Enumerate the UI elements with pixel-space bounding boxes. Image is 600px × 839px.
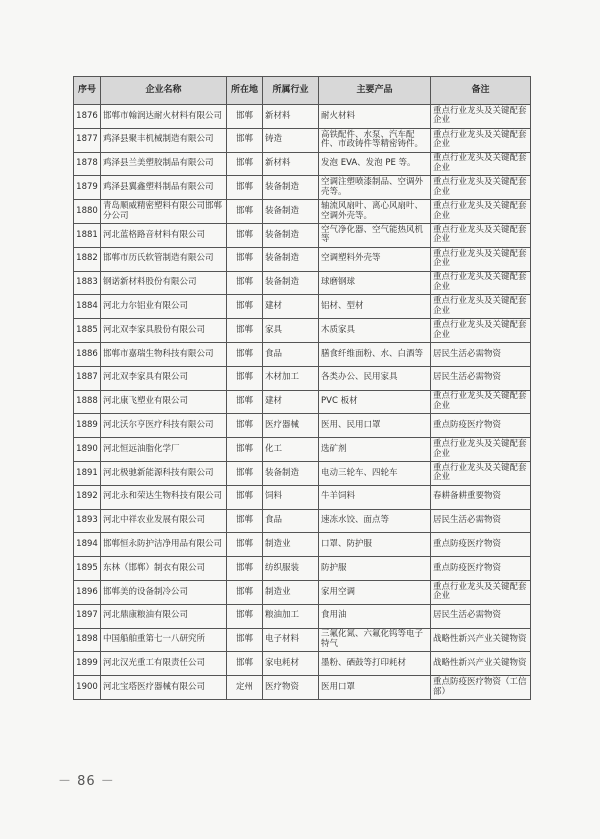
main-products-cell: 空气净化器、空气能热风机等	[319, 223, 431, 247]
company-name-cell: 河北蓝格路音材料有限公司	[101, 223, 227, 247]
table-row	[74, 533, 531, 557]
remark-cell: 重点行业龙头及关键配套企业	[431, 128, 531, 152]
remark-cell: 重点行业龙头及关键配套企业	[431, 152, 531, 176]
company-name-cell: 河北力尔铝业有限公司	[101, 295, 227, 319]
industry-cell: 建材	[263, 390, 319, 414]
industry-cell: 食品	[263, 509, 319, 533]
remark-cell: 重点行业龙头及关键配套企业	[431, 461, 531, 485]
remark-cell: 重点防疫医疗物资	[431, 414, 531, 438]
location-cell: 邯郸	[227, 485, 263, 509]
location-cell: 邯郸	[227, 604, 263, 628]
row-number-cell: 1897	[74, 604, 101, 628]
row-number-cell: 1881	[74, 223, 101, 247]
remark-cell: 重点行业龙头及关键配套企业	[431, 223, 531, 247]
table-row	[74, 414, 531, 438]
main-products-cell: 选矿剂	[319, 438, 431, 462]
remark-cell: 居民生活必需物资	[431, 342, 531, 366]
header-location: 所在地	[227, 77, 263, 105]
page-number: － 86 －	[58, 774, 115, 789]
table-row	[74, 342, 531, 366]
remark-cell: 春耕备耕重要物资	[431, 485, 531, 509]
table-row	[74, 295, 531, 319]
row-number-cell: 1898	[74, 628, 101, 652]
header-industry: 所属行业	[263, 77, 319, 105]
industry-cell: 医疗器械	[263, 414, 319, 438]
remark-cell: 重点行业龙头及关键配套企业	[431, 176, 531, 200]
industry-cell: 电子材料	[263, 628, 319, 652]
main-products-cell: 空调注塑喷漆制品、空调外壳等。	[319, 176, 431, 200]
enterprise-table	[73, 76, 531, 700]
industry-cell: 食品	[263, 342, 319, 366]
location-cell: 邯郸	[227, 580, 263, 604]
industry-cell: 装备制造	[263, 247, 319, 271]
table-row	[74, 223, 531, 247]
main-products-cell: 轴流风扇叶、离心风扇叶、空调外壳等。	[319, 200, 431, 224]
company-name-cell: 钢诺新材料股份有限公司	[101, 271, 227, 295]
industry-cell: 装备制造	[263, 200, 319, 224]
location-cell: 邯郸	[227, 223, 263, 247]
row-number-cell: 1895	[74, 557, 101, 581]
row-number-cell: 1880	[74, 200, 101, 224]
industry-cell: 木材加工	[263, 366, 319, 390]
company-name-cell: 鸡泽县翼鑫塑料制品有限公司	[101, 176, 227, 200]
location-cell: 邯郸	[227, 509, 263, 533]
company-name-cell: 东林（邯郸）制衣有限公司	[101, 557, 227, 581]
location-cell: 邯郸	[227, 271, 263, 295]
table-row	[74, 152, 531, 176]
remark-cell: 重点防疫医疗物资	[431, 557, 531, 581]
industry-cell: 纺织服装	[263, 557, 319, 581]
industry-cell: 化工	[263, 438, 319, 462]
location-cell: 邯郸	[227, 557, 263, 581]
table-row	[74, 438, 531, 462]
row-number-cell: 1878	[74, 152, 101, 176]
table-row	[74, 128, 531, 152]
table-row	[74, 485, 531, 509]
row-number-cell: 1900	[74, 676, 101, 700]
main-products-cell: 耐火材料	[319, 105, 431, 129]
header-no: 序号	[74, 77, 101, 105]
main-products-cell: 各类办公、民用家具	[319, 366, 431, 390]
main-products-cell: 发泡 EVA、发泡 PE 等。	[319, 152, 431, 176]
main-products-cell: 电动三轮车、四轮车	[319, 461, 431, 485]
row-number-cell: 1876	[74, 105, 101, 129]
header-name: 企业名称	[101, 77, 227, 105]
main-products-cell: 三氟化氮、六氟化钨等电子特气	[319, 628, 431, 652]
industry-cell: 医疗物资	[263, 676, 319, 700]
remark-cell: 重点行业龙头及关键配套企业	[431, 105, 531, 129]
industry-cell: 建材	[263, 295, 319, 319]
row-number-cell: 1885	[74, 319, 101, 343]
row-number-cell: 1891	[74, 461, 101, 485]
industry-cell: 装备制造	[263, 461, 319, 485]
location-cell: 邯郸	[227, 461, 263, 485]
location-cell: 邯郸	[227, 628, 263, 652]
industry-cell: 铸造	[263, 128, 319, 152]
table-row	[74, 176, 531, 200]
row-number-cell: 1890	[74, 438, 101, 462]
main-products-cell: 球磨钢球	[319, 271, 431, 295]
company-name-cell: 邯郸市历氏软管制造有限公司	[101, 247, 227, 271]
row-number-cell: 1889	[74, 414, 101, 438]
company-name-cell: 中国船舶重第七一八研究所	[101, 628, 227, 652]
main-products-cell: 速冻水饺、面点等	[319, 509, 431, 533]
industry-cell: 家具	[263, 319, 319, 343]
table-row	[74, 461, 531, 485]
table-row	[74, 247, 531, 271]
location-cell: 邯郸	[227, 414, 263, 438]
location-cell: 邯郸	[227, 390, 263, 414]
company-name-cell: 河北鼎康粮油有限公司	[101, 604, 227, 628]
company-name-cell: 邯郸市嘉瑞生物科技有限公司	[101, 342, 227, 366]
header-products: 主要产品	[319, 77, 431, 105]
location-cell: 邯郸	[227, 342, 263, 366]
table-row	[74, 652, 531, 676]
row-number-cell: 1886	[74, 342, 101, 366]
row-number-cell: 1877	[74, 128, 101, 152]
main-products-cell: 牛羊饲料	[319, 485, 431, 509]
row-number-cell: 1896	[74, 580, 101, 604]
main-products-cell: 口罩、防护服	[319, 533, 431, 557]
main-products-cell: 铝材、型材	[319, 295, 431, 319]
company-name-cell: 河北康飞塑业有限公司	[101, 390, 227, 414]
company-name-cell: 河北双李家具股份有限公司	[101, 319, 227, 343]
company-name-cell: 邯郸市翰润达耐火材料有限公司	[101, 105, 227, 129]
main-products-cell: 膳食纤维面粉、水、白酒等	[319, 342, 431, 366]
location-cell: 邯郸	[227, 105, 263, 129]
industry-cell: 装备制造	[263, 271, 319, 295]
table-row	[74, 390, 531, 414]
company-name-cell: 河北汉光重工有限责任公司	[101, 652, 227, 676]
main-products-cell: 空调塑料外壳等	[319, 247, 431, 271]
company-name-cell: 鸡泽县兰美塑胶制品有限公司	[101, 152, 227, 176]
table-row	[74, 319, 531, 343]
table-row	[74, 557, 531, 581]
main-products-cell: 高铁配件、水泵、汽车配件、市政铸件等精密铸件。	[319, 128, 431, 152]
industry-cell: 饲料	[263, 485, 319, 509]
main-products-cell: 食用油	[319, 604, 431, 628]
location-cell: 定州	[227, 676, 263, 700]
row-number-cell: 1893	[74, 509, 101, 533]
location-cell: 邯郸	[227, 152, 263, 176]
remark-cell: 重点行业龙头及关键配套企业	[431, 319, 531, 343]
main-products-cell: 医用口罩	[319, 676, 431, 700]
main-products-cell: 家用空调	[319, 580, 431, 604]
table-header-row	[74, 77, 531, 105]
location-cell: 邯郸	[227, 652, 263, 676]
remark-cell: 重点行业龙头及关键配套企业	[431, 295, 531, 319]
company-name-cell: 河北沃尔亨医疗科技有限公司	[101, 414, 227, 438]
row-number-cell: 1879	[74, 176, 101, 200]
company-name-cell: 河北恒远油脂化学厂	[101, 438, 227, 462]
table-row	[74, 105, 531, 129]
industry-cell: 装备制造	[263, 223, 319, 247]
company-name-cell: 河北永和荣达生物科技有限公司	[101, 485, 227, 509]
company-name-cell: 邯郸恒永防护洁净用品有限公司	[101, 533, 227, 557]
company-name-cell: 河北双李家具有限公司	[101, 366, 227, 390]
remark-cell: 居民生活必需物资	[431, 366, 531, 390]
remark-cell: 重点行业龙头及关键配套企业	[431, 200, 531, 224]
industry-cell: 装备制造	[263, 176, 319, 200]
main-products-cell: 墨粉、硒鼓等打印耗材	[319, 652, 431, 676]
remark-cell: 重点行业龙头及关键配套企业	[431, 271, 531, 295]
table-row	[74, 676, 531, 700]
location-cell: 邯郸	[227, 366, 263, 390]
table-body	[74, 105, 531, 700]
table-row	[74, 200, 531, 224]
company-name-cell: 河北宝塔医疗器械有限公司	[101, 676, 227, 700]
remark-cell: 重点行业龙头及关键配套企业	[431, 438, 531, 462]
row-number-cell: 1883	[74, 271, 101, 295]
remark-cell: 战略性新兴产业关键物资	[431, 628, 531, 652]
remark-cell: 居民生活必需物资	[431, 604, 531, 628]
main-products-cell: 木质家具	[319, 319, 431, 343]
main-products-cell: 医用、民用口罩	[319, 414, 431, 438]
row-number-cell: 1899	[74, 652, 101, 676]
table-row	[74, 509, 531, 533]
remark-cell: 重点行业龙头及关键配套企业	[431, 390, 531, 414]
remark-cell: 重点防疫医疗物资	[431, 533, 531, 557]
location-cell: 邯郸	[227, 319, 263, 343]
location-cell: 邯郸	[227, 200, 263, 224]
table-row	[74, 271, 531, 295]
remark-cell: 重点行业龙头及关键配套企业	[431, 247, 531, 271]
industry-cell: 粮油加工	[263, 604, 319, 628]
table-row	[74, 580, 531, 604]
row-number-cell: 1887	[74, 366, 101, 390]
remark-cell: 居民生活必需物资	[431, 509, 531, 533]
header-notes: 备注	[431, 77, 531, 105]
row-number-cell: 1888	[74, 390, 101, 414]
company-name-cell: 鸡泽县聚丰机械制造有限公司	[101, 128, 227, 152]
company-name-cell: 河北中祥农业发展有限公司	[101, 509, 227, 533]
industry-cell: 家电耗材	[263, 652, 319, 676]
location-cell: 邯郸	[227, 176, 263, 200]
table-row	[74, 628, 531, 652]
company-name-cell: 河北极驰新能源科技有限公司	[101, 461, 227, 485]
row-number-cell: 1882	[74, 247, 101, 271]
company-name-cell: 青岛顺威精密塑料有限公司邯郸分公司	[101, 200, 227, 224]
table-row	[74, 604, 531, 628]
remark-cell: 重点防疫医疗物资（工信部）	[431, 676, 531, 700]
table-row	[74, 366, 531, 390]
row-number-cell: 1894	[74, 533, 101, 557]
main-products-cell: 防护服	[319, 557, 431, 581]
industry-cell: 制造业	[263, 533, 319, 557]
location-cell: 邯郸	[227, 128, 263, 152]
remark-cell: 战略性新兴产业关键物资	[431, 652, 531, 676]
industry-cell: 新材料	[263, 105, 319, 129]
company-name-cell: 邯郸美的设备制冷公司	[101, 580, 227, 604]
location-cell: 邯郸	[227, 247, 263, 271]
location-cell: 邯郸	[227, 533, 263, 557]
main-products-cell: PVC 板材	[319, 390, 431, 414]
industry-cell: 新材料	[263, 152, 319, 176]
location-cell: 邯郸	[227, 438, 263, 462]
location-cell: 邯郸	[227, 295, 263, 319]
remark-cell: 重点行业龙头及关键配套企业	[431, 580, 531, 604]
row-number-cell: 1884	[74, 295, 101, 319]
row-number-cell: 1892	[74, 485, 101, 509]
industry-cell: 制造业	[263, 580, 319, 604]
